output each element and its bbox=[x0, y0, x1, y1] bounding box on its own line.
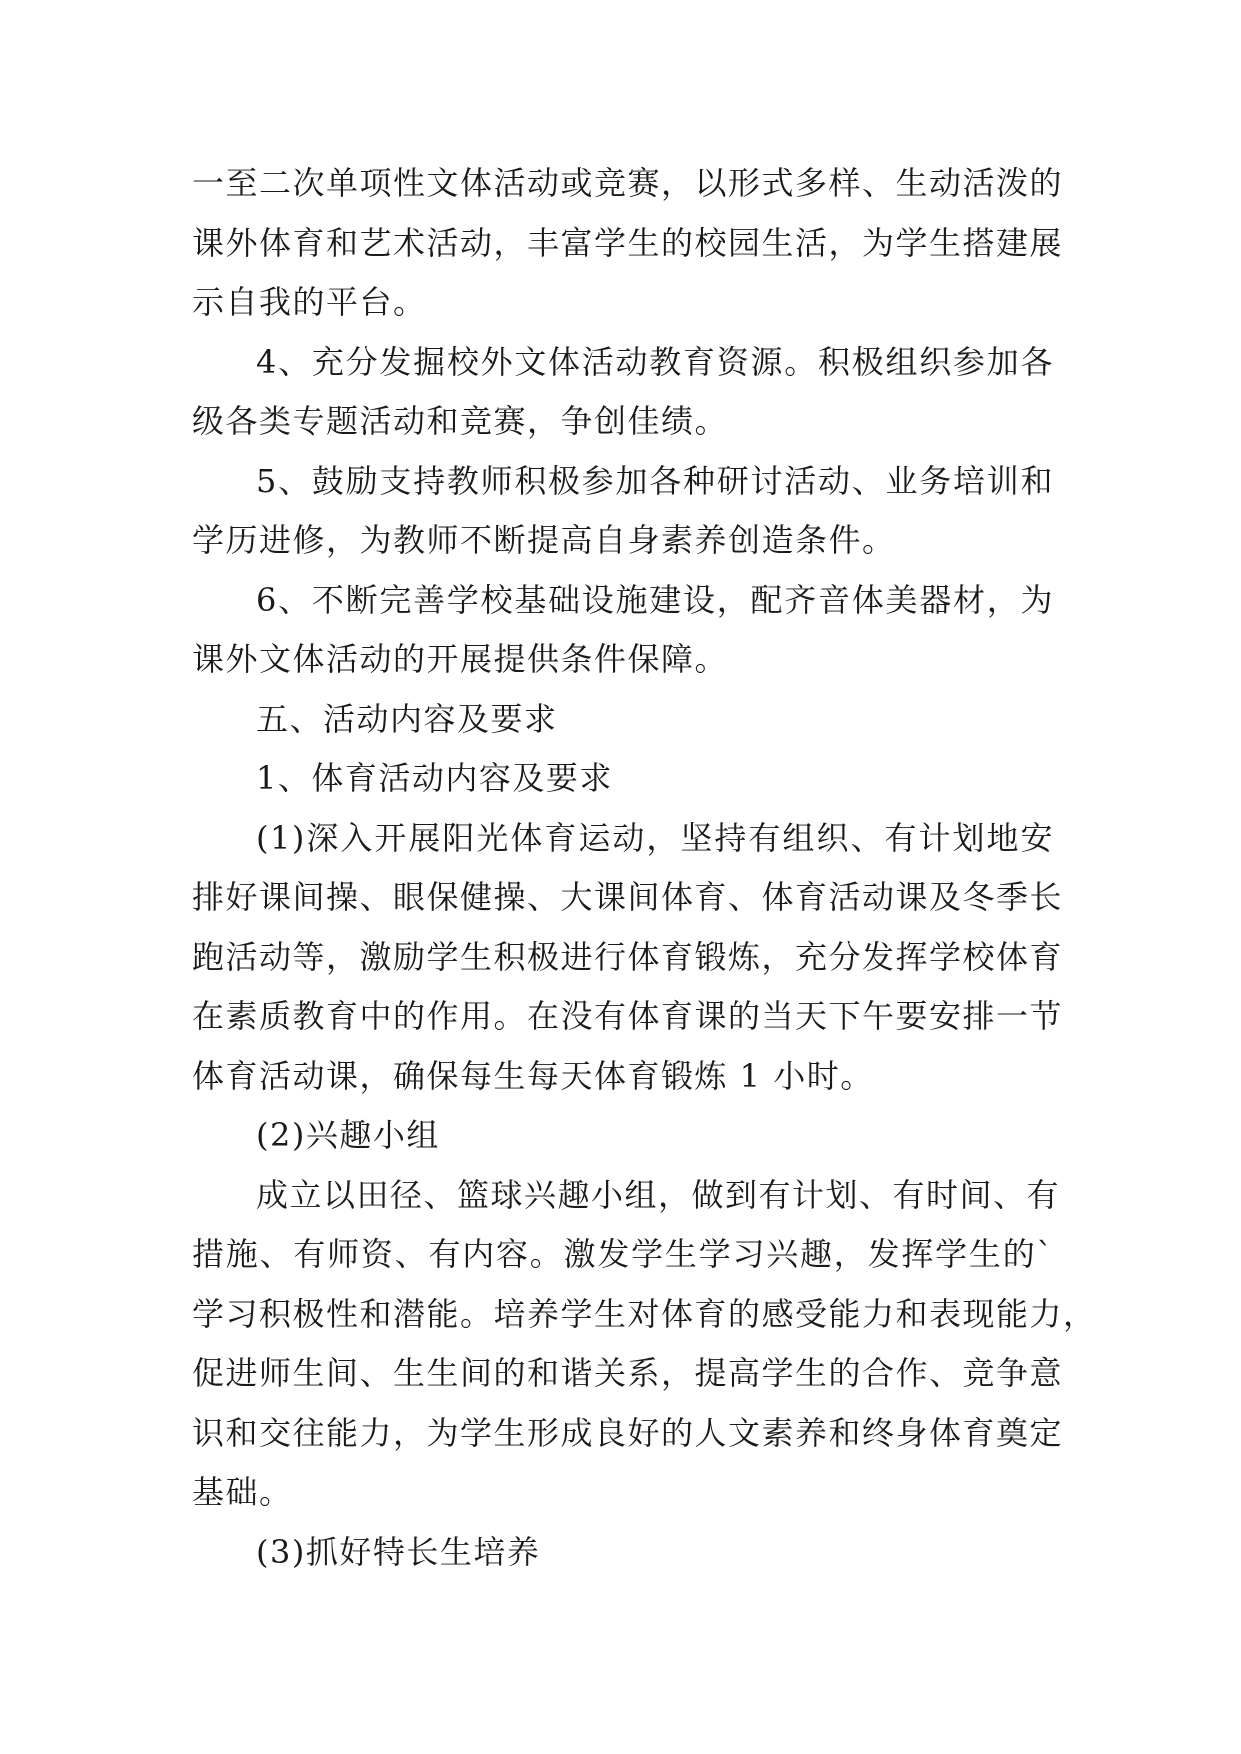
text-line: 五、活动内容及要求 bbox=[256, 699, 558, 738]
text-line: 基础。 bbox=[192, 1473, 293, 1511]
text-line: 6、不断完善学校基础设施建设，配齐音体美器材，为 bbox=[256, 580, 1054, 619]
text-line: 课外文体活动的开展提供条件保障。 bbox=[192, 640, 729, 678]
document-body bbox=[192, 154, 1097, 1582]
text-line: 一至二次单项性文体活动或竞赛，以形式多样、生动活泼的 bbox=[192, 164, 1064, 202]
text-line: 4、充分发掘校外文体活动教育资源。积极组织参加各 bbox=[256, 342, 1054, 381]
text-line: (3)抓好特长生培养 bbox=[256, 1532, 541, 1571]
text-line: 跑活动等，激励学生积极进行体育锻炼，充分发挥学校体育 bbox=[192, 937, 1064, 976]
text-line: 识和交往能力，为学生形成良好的人文素养和终身体育奠定 bbox=[192, 1413, 1064, 1452]
text-line: 排好课间操、眼保健操、大课间体育、体育活动课及冬季长 bbox=[192, 878, 1064, 916]
text-line: 学历进修，为教师不断提高自身素养创造条件。 bbox=[192, 521, 896, 559]
text-line: 措施、有师资、有内容。激发学生学习兴趣，发挥学生的` bbox=[192, 1235, 1054, 1273]
text-line: 促进师生间、生生间的和谐关系，提高学生的合作、竞争意 bbox=[192, 1354, 1064, 1392]
text-line: 级各类专题活动和竞赛，争创佳绩。 bbox=[192, 402, 729, 440]
text-line: (1)深入开展阳光体育运动，坚持有组织、有计划地安 bbox=[256, 818, 1054, 857]
text-line: 学习积极性和潜能。培养学生对体育的感受能力和表现能力， bbox=[192, 1294, 1097, 1333]
text-line: 课外体育和艺术活动，丰富学生的校园生活，为学生搭建展 bbox=[192, 223, 1064, 262]
text-line: 体育活动课，确保每生每天体育锻炼 1 小时。 bbox=[192, 1056, 874, 1095]
text-line: (2)兴趣小组 bbox=[256, 1116, 440, 1154]
text-line: 1、体育活动内容及要求 bbox=[256, 759, 613, 797]
text-line: 在素质教育中的作用。在没有体育课的当天下午要安排一节 bbox=[192, 997, 1064, 1035]
text-line: 成立以田径、篮球兴趣小组，做到有计划、有时间、有 bbox=[256, 1175, 1061, 1214]
text-line: 5、鼓励支持教师积极参加各种研讨活动、业务培训和 bbox=[256, 461, 1054, 500]
text-line: 示自我的平台。 bbox=[192, 283, 427, 321]
